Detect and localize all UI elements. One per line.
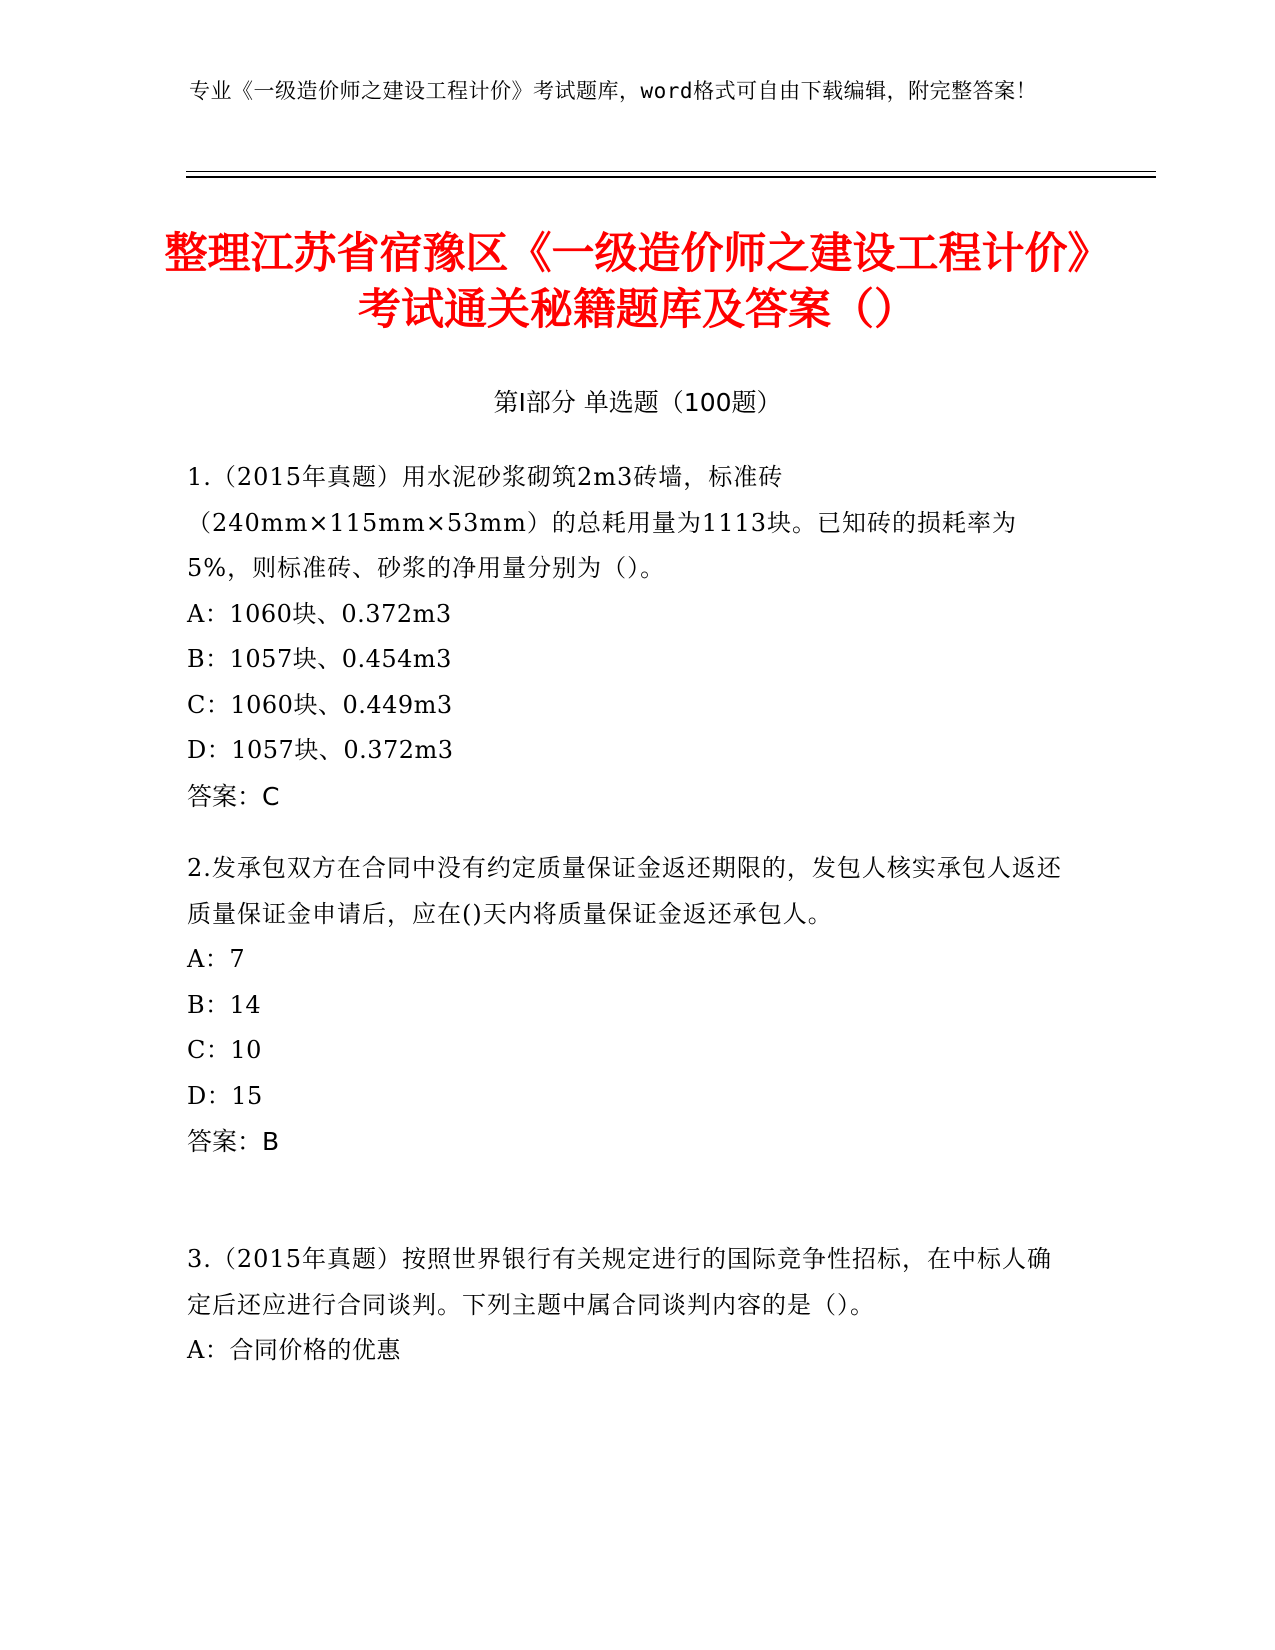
option-a: A：合同价格的优惠 xyxy=(187,1336,401,1364)
question-2 xyxy=(187,846,1067,1165)
document-title: 整理江苏省宿豫区《一级造价师之建设工程计价》考试通关秘籍题库及答案（） xyxy=(164,229,1111,335)
question-text: 1.（2015年真题）用水泥砂浆砌筑2m3砖墙，标准砖（240mm×115mm×53mm）的总耗用量为1113块。已知砖的损耗率为5%，则标准砖、砂浆的净用量分别为（）。 xyxy=(187,463,1017,582)
option-a: A：7 xyxy=(187,945,246,973)
header-divider-bottom xyxy=(186,176,1156,178)
option-d: D：15 xyxy=(187,1081,263,1110)
option-c: C：10 xyxy=(187,1036,262,1064)
option-c: C：1060块、0.449m3 xyxy=(187,690,453,719)
answer-label: 答案：C xyxy=(187,781,280,811)
option-a: A：1060块、0.372m3 xyxy=(187,599,452,628)
option-d: D：1057块、0.372m3 xyxy=(187,736,454,764)
question-text: 2.发承包双方在合同中没有约定质量保证金返还期限的，发包人核实承包人返还质量保证金申请后，应在()天内将质量保证金返还承包人。 xyxy=(187,854,1062,928)
option-b: B：1057块、0.454m3 xyxy=(187,645,452,673)
answer-label: 答案：B xyxy=(187,1127,280,1156)
question-3 xyxy=(187,1237,1067,1374)
question-1 xyxy=(187,455,1067,819)
option-b: B：14 xyxy=(187,990,262,1019)
header-divider-top xyxy=(186,171,1156,172)
header-note: 专业《一级造价师之建设工程计价》考试题库，word格式可自由下载编辑，附完整答案！ xyxy=(189,79,1038,103)
section-heading: 第Ⅰ部分 单选题（100题） xyxy=(493,388,782,417)
question-text: 3.（2015年真题）按照世界银行有关规定进行的国际竞争性招标，在中标人确定后还应进行合同谈判。下列主题中属合同谈判内容的是（）。 xyxy=(187,1245,1052,1319)
